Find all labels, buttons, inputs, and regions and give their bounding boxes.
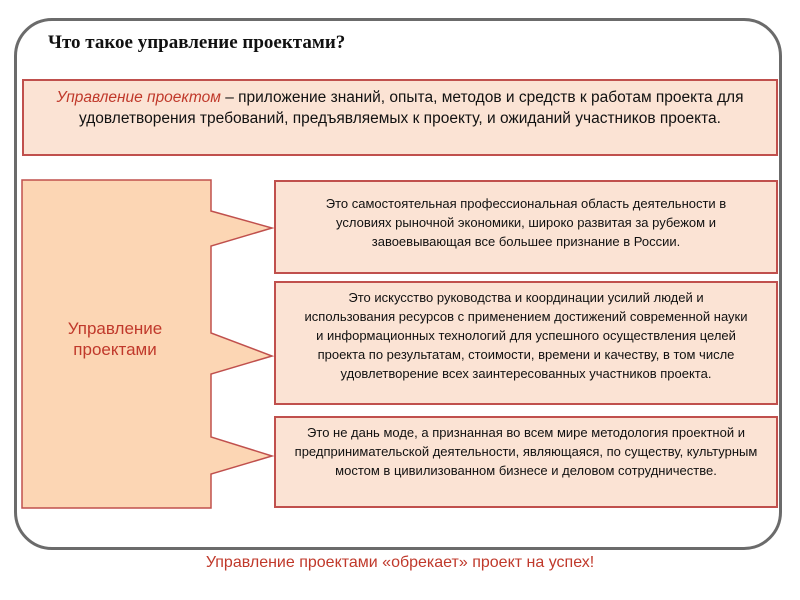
description-box-1: Это самостоятельная профессиональная область деятельности в условиях рыночной экономики, широко развитая за рубежом и завоевывающая все большее признание в России. <box>274 180 778 274</box>
page-title: Что такое управление проектами? <box>48 32 346 53</box>
footer-slogan: Управление проектами «обрекает» проект на успех! <box>205 554 595 571</box>
definition-term: Управление проектом <box>56 89 221 106</box>
left-label: Управление проектами <box>67 319 163 359</box>
definition-text: – приложение знаний, опыта, методов и средств к работам проекта для удовлетворения требований, предъявляемых к проекту, и ожиданий участников проекта. <box>79 89 744 127</box>
description-box-2: Это искусство руководства и координации усилий людей и использования ресурсов с применением достижений современной науки и информационных технологий для успешного осуществления целей проекта по результатам, стоимости, времени и качеству, в том числе удовлетворение всех заинтересованных участников проекта. <box>274 281 778 405</box>
description-box-3: Это не дань моде, а признанная во всем мире методология проектной и предпринимательской деятельности, являющаяся, по существу, культурным мостом в цивилизованном бизнесе и деловом сотрудничестве. <box>274 416 778 508</box>
